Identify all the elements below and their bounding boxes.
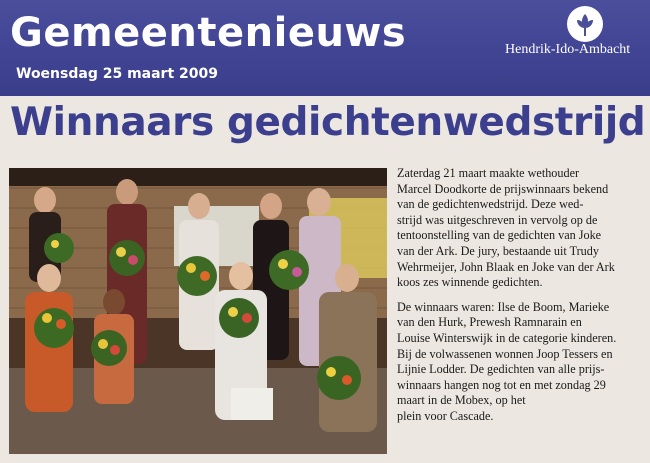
text-line: tentoonstelling van de gedichten van Joke <box>397 228 602 243</box>
text-line: Lijnie Lodder. De gedichten van alle prijs- <box>397 362 605 377</box>
text-line: van der Ark. De jury, bestaande uit Trudy <box>397 243 599 258</box>
text-line: strijd was uitgeschreven in vervolg op de <box>397 212 598 227</box>
masthead-title: Gemeentenieuws <box>10 10 407 56</box>
group-photo <box>9 168 387 454</box>
masthead <box>0 0 650 96</box>
article-headline: Winnaars gedichtenwedstrijd <box>10 100 646 145</box>
text-line: van de gedichtenwedstrijd. Deze wed- <box>397 197 584 212</box>
text-line: plein voor Cascade. <box>397 408 494 423</box>
flower-logo-icon <box>567 6 603 42</box>
text-line: Louise Winterswijk in de categorie kinderen. <box>397 330 617 345</box>
text-line: van den Hurk, Prewesh Ramnarain en <box>397 315 582 330</box>
paragraph-gap <box>397 291 643 300</box>
text-line: maart in de Mobex, op het <box>397 393 526 408</box>
text-line: Bij de volwassenen wonnen Joop Tessers en <box>397 346 613 361</box>
text-line: Wehrmeijer, John Blaak en Joke van der Ark <box>397 259 615 274</box>
article-body <box>397 166 643 425</box>
text-line: winnaars hangen nog tot en met zondag 29 <box>397 377 606 392</box>
municipality-name: Hendrik-Ido-Ambacht <box>505 42 631 57</box>
masthead-date: Woensdag 25 maart 2009 <box>16 66 218 82</box>
text-line: koos zes winnende gedichten. <box>397 275 543 290</box>
text-line: Marcel Doodkorte de prijswinnaars bekend <box>397 181 609 196</box>
text-line: De winnaars waren: Ilse de Boom, Marieke <box>397 299 610 314</box>
text-line: Zaterdag 21 maart maakte wethouder <box>397 166 580 180</box>
